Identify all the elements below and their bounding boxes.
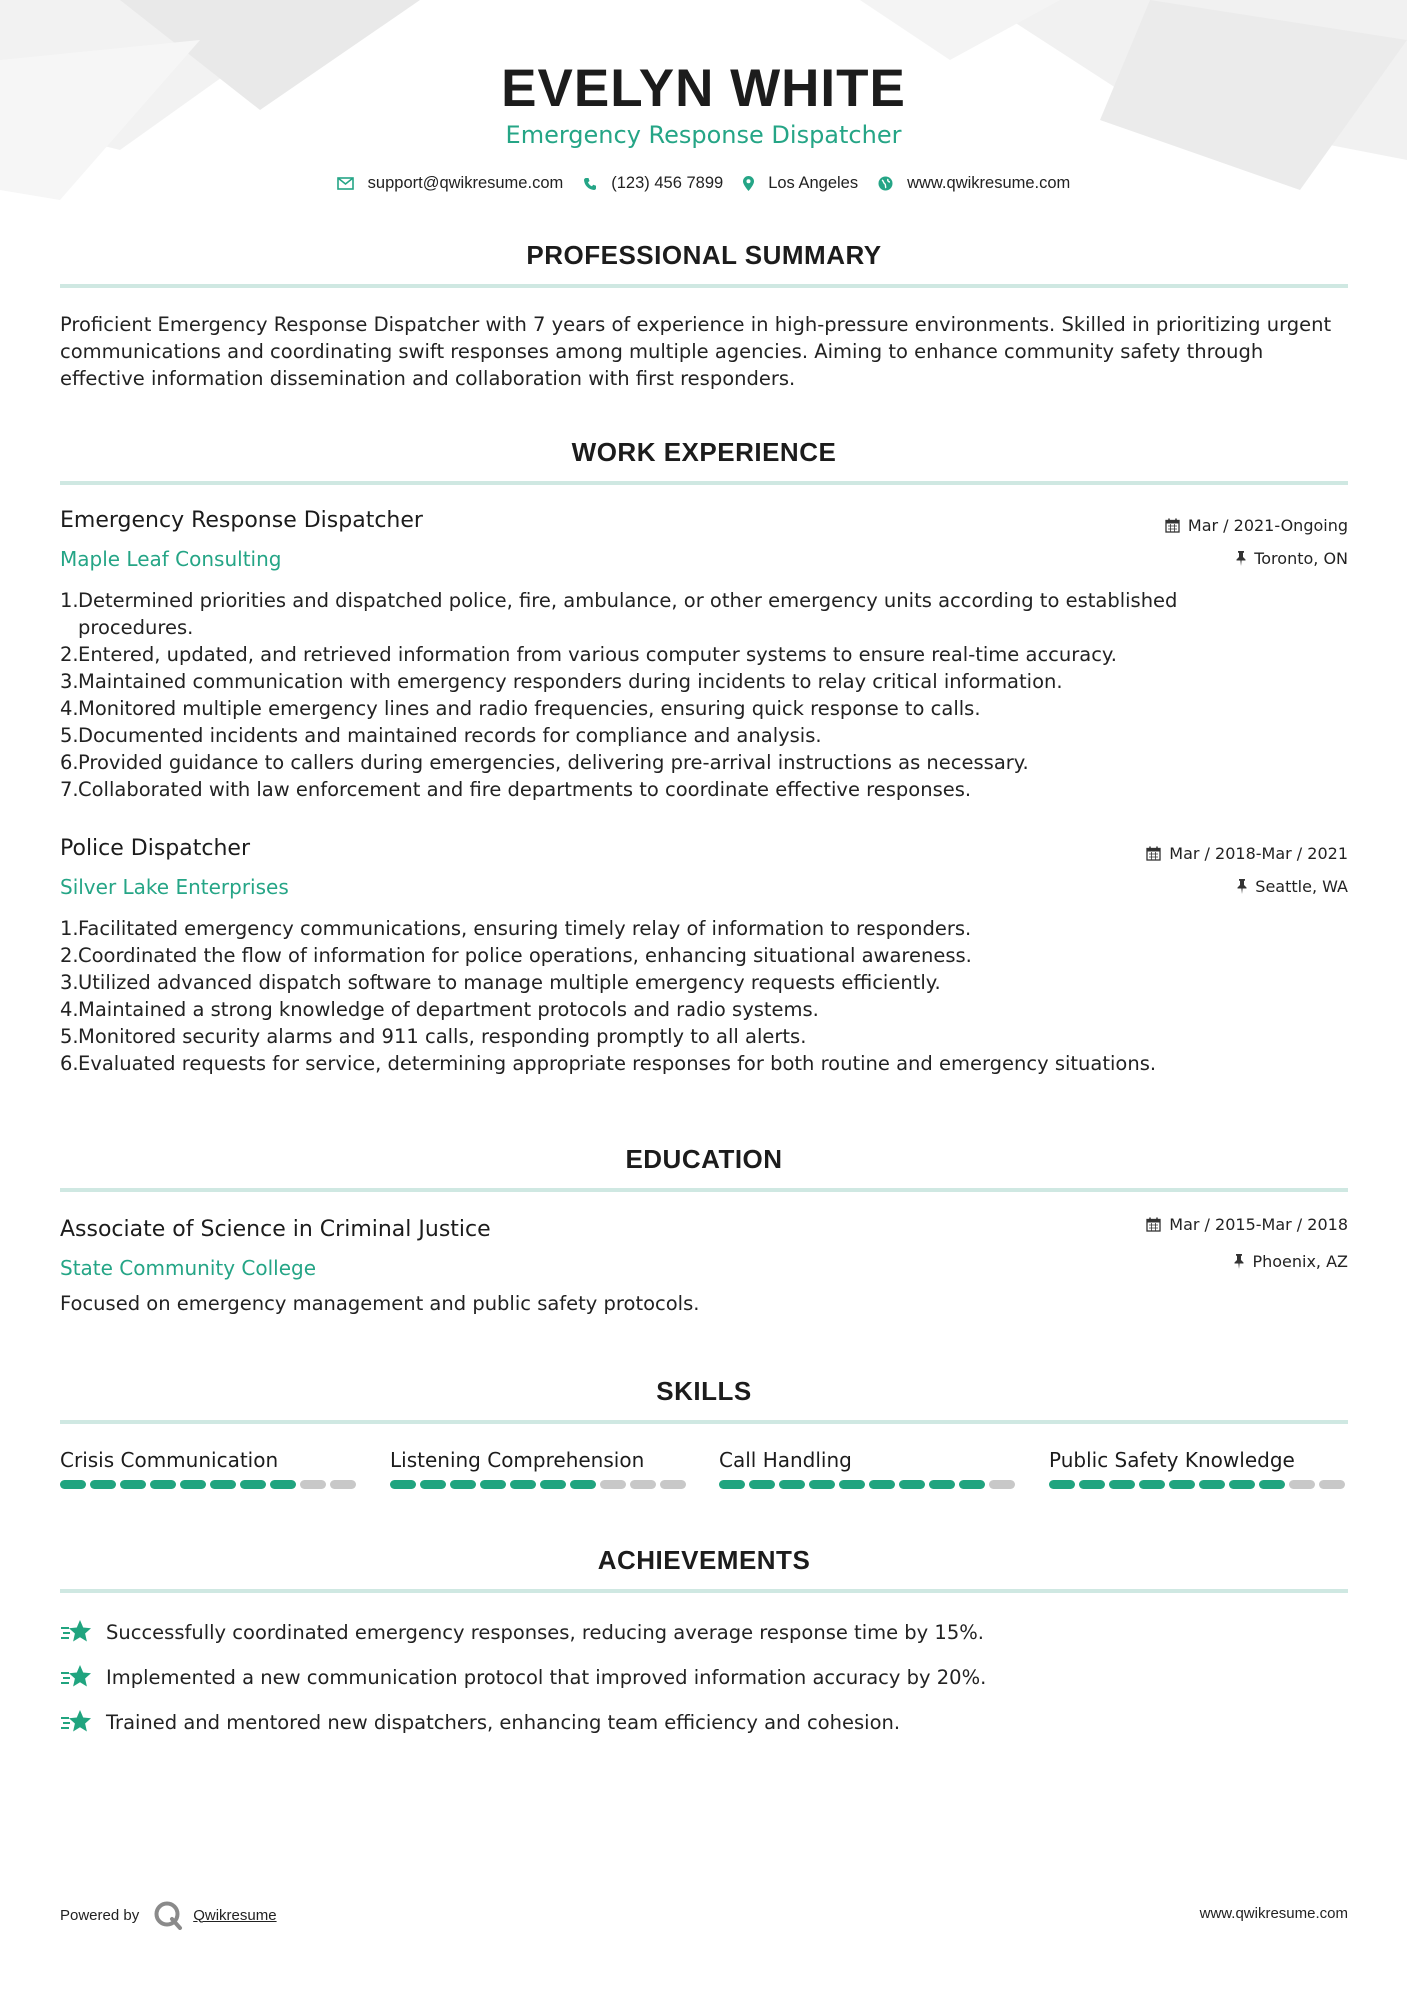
footer-powered-by [60,1900,277,1930]
list-item: 6. Evaluated requests for service, determining appropriate responses for both routine and emergency situations. [60,1052,1157,1075]
skill-level-segment [749,1480,775,1489]
skill-item [390,1448,690,1489]
list-item: 4. Maintained a strong knowledge of department protocols and radio systems. [60,998,819,1021]
education-divider [60,1188,1348,1192]
skill-level-segment [809,1480,835,1489]
skill-level-segment [480,1480,506,1489]
location-text: Los Angeles [768,174,859,192]
skill-level-segment [540,1480,566,1489]
job-title: Police Dispatcher [60,836,250,861]
list-item: 6. Provided guidance to callers during emergencies, delivering pre-arrival instructions as necessary. [60,751,1029,774]
calendar-icon [1165,518,1180,533]
skill-level-segment [869,1480,895,1489]
skill-level-segment [450,1480,476,1489]
skill-level-segment [929,1480,955,1489]
list-item: 7. Collaborated with law enforcement and fire departments to coordinate effective responses. [60,778,972,801]
powered-by-label: Powered by [60,1906,140,1924]
skill-level-segment [899,1480,925,1489]
star-icon [60,1709,92,1735]
calendar-icon [1146,1217,1161,1232]
job-location [1236,549,1348,568]
skill-level-segment [180,1480,206,1489]
email-text: support@qwikresume.com [367,174,564,192]
education-heading: EDUCATION [625,1144,783,1174]
candidate-name: EVELYN WHITE [501,59,906,118]
location-text: Toronto, ON [1254,549,1348,568]
footer-website[interactable]: www.qwikresume.com [1199,1905,1348,1922]
skill-item [60,1448,360,1489]
contact-website[interactable] [878,174,1070,193]
skill-level-segment [1139,1480,1165,1489]
star-icon [60,1619,92,1645]
skill-level-segment [1319,1480,1345,1489]
contact-email[interactable] [337,174,564,193]
skill-level-segment [1199,1480,1225,1489]
location-text: Phoenix, AZ [1252,1252,1348,1271]
skill-level-segment [1049,1480,1075,1489]
list-item: 4. Monitored multiple emergency lines and radio frequencies, ensuring quick response to calls. [60,697,981,720]
skill-level-segment [1079,1480,1105,1489]
skill-level-segment [1259,1480,1285,1489]
skill-level-segment [1109,1480,1135,1489]
skill-level-segment [510,1480,536,1489]
star-icon [60,1664,92,1690]
contact-location [743,174,858,193]
skill-level-segment [660,1480,686,1489]
skills-heading: SKILLS [656,1376,752,1406]
school-name: State Community College [60,1256,317,1280]
qwikresume-logo-icon [153,1900,183,1930]
skill-level-segment [779,1480,805,1489]
skill-level-bar [390,1480,690,1489]
skill-level-bar [60,1480,360,1489]
calendar-icon [1146,846,1161,861]
skill-level-segment [839,1480,865,1489]
education-location [1234,1252,1348,1271]
skill-level-segment [989,1480,1015,1489]
skill-level-segment [719,1480,745,1489]
skill-level-segment [300,1480,326,1489]
job-duties [60,587,1290,803]
skill-level-segment [270,1480,296,1489]
job-dates [1146,844,1348,863]
skill-level-segment [150,1480,176,1489]
list-item: 2. Coordinated the flow of information for police operations, enhancing situational awareness. [60,944,972,967]
candidate-role: Emergency Response Dispatcher [505,121,902,149]
job-dates [1165,516,1348,535]
globe-icon [878,176,893,191]
achievement-item [60,1709,900,1735]
list-item: 1. Facilitated emergency communications, ensuring timely relay of information to responders. [60,917,972,940]
skill-level-bar [1049,1480,1349,1489]
summary-heading: PROFESSIONAL SUMMARY [526,240,882,270]
skill-item [1049,1448,1349,1489]
experience-heading: WORK EXPERIENCE [571,437,837,467]
summary-text: Proficient Emergency Response Dispatcher with 7 years of experience in high-pressure environments. Skilled in prioritizing urgent communications and coordinating swift responses among multiple agencies. Aiming to enhance community safety through effective information dissemination and collaboration with first responders. [60,313,1332,390]
dates-text: Mar / 2015-Mar / 2018 [1169,1215,1348,1234]
list-item: 1. Determined priorities and dispatched police, fire, ambulance, or other emergency units according to established procedures. [60,589,1178,639]
education-description: Focused on emergency management and public safety protocols. [60,1292,700,1315]
location-text: Seattle, WA [1255,877,1348,896]
skill-name: Call Handling [719,1448,852,1472]
achievements-heading: ACHIEVEMENTS [597,1545,811,1575]
dates-text: Mar / 2018-Mar / 2021 [1169,844,1348,863]
pushpin-icon [1234,1254,1244,1269]
skill-level-segment [1229,1480,1255,1489]
skill-level-segment [240,1480,266,1489]
phone-text: (123) 456 7899 [611,174,724,192]
skill-level-segment [570,1480,596,1489]
contact-phone[interactable] [583,174,723,193]
job-location [1237,877,1348,896]
skill-level-segment [120,1480,146,1489]
skill-level-segment [959,1480,985,1489]
map-pin-icon [743,176,754,191]
list-item: 5. Documented incidents and maintained records for compliance and analysis. [60,724,822,747]
skill-name: Public Safety Knowledge [1049,1448,1295,1472]
list-item: 3. Utilized advanced dispatch software to manage multiple emergency requests efficiently. [60,971,941,994]
job-company: Maple Leaf Consulting [60,547,282,571]
website-text: www.qwikresume.com [907,174,1071,192]
skill-level-segment [330,1480,356,1489]
education-dates [1146,1215,1348,1234]
skill-level-segment [1289,1480,1315,1489]
skill-level-segment [630,1480,656,1489]
skill-level-segment [1169,1480,1195,1489]
skill-level-segment [420,1480,446,1489]
summary-divider [60,284,1348,288]
achievement-text: Trained and mentored new dispatchers, enhancing team efficiency and cohesion. [106,1710,901,1734]
pushpin-icon [1236,551,1246,566]
contact-bar [0,174,1407,193]
envelope-icon [337,177,354,190]
achievement-item [60,1664,986,1690]
skill-name: Listening Comprehension [390,1448,645,1472]
skill-level-segment [90,1480,116,1489]
job-title: Emergency Response Dispatcher [60,508,423,533]
achievement-item [60,1619,984,1645]
list-item: 3. Maintained communication with emergency responders during incidents to relay critical information. [60,670,1063,693]
experience-divider [60,481,1348,485]
skill-item [719,1448,1019,1489]
pushpin-icon [1237,879,1247,894]
skill-name: Crisis Communication [60,1448,279,1472]
brand-link[interactable]: Qwikresume [193,1906,277,1924]
list-item: 5. Monitored security alarms and 911 calls, responding promptly to all alerts. [60,1025,807,1048]
skills-divider [60,1420,1348,1424]
degree-title: Associate of Science in Criminal Justice [60,1217,491,1242]
list-item: 2. Entered, updated, and retrieved information from various computer systems to ensure real-time accuracy. [60,643,1117,666]
skill-level-segment [60,1480,86,1489]
skill-level-segment [390,1480,416,1489]
dates-text: Mar / 2021-Ongoing [1187,516,1348,535]
skill-level-segment [600,1480,626,1489]
skill-level-bar [719,1480,1019,1489]
job-duties [60,915,1290,1077]
achievement-text: Successfully coordinated emergency responses, reducing average response time by 15%. [106,1620,984,1644]
achievements-divider [60,1589,1348,1593]
phone-icon [583,177,597,191]
achievement-text: Implemented a new communication protocol that improved information accuracy by 20%. [106,1665,987,1689]
job-company: Silver Lake Enterprises [60,875,289,899]
skill-level-segment [210,1480,236,1489]
